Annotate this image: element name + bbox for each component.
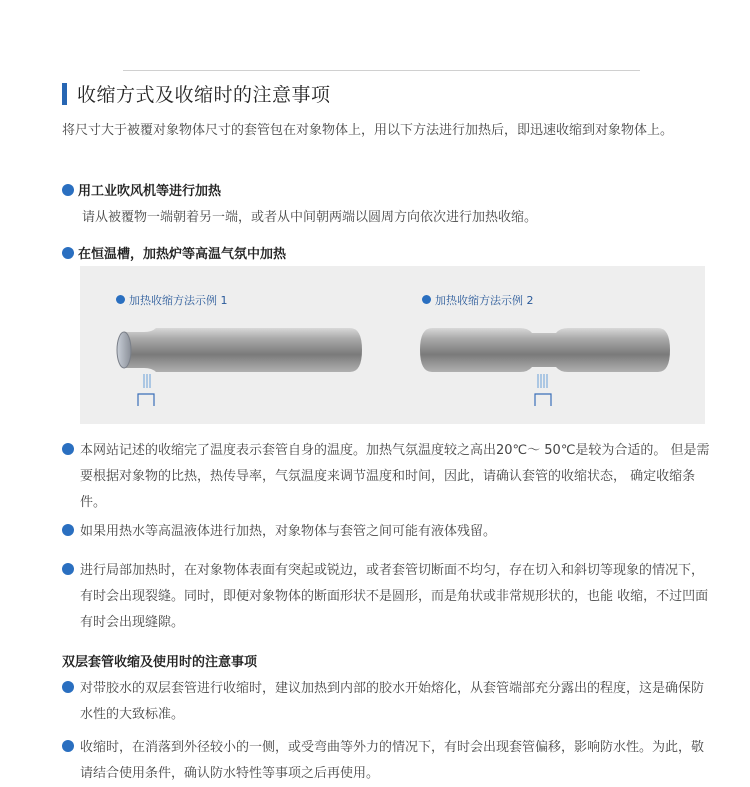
double-note-2 xyxy=(62,735,712,787)
note-3 xyxy=(62,558,712,636)
double-note-1-text: 对带胶水的双层套管进行收缩时，建议加热到内部的胶水开始熔化，从套管端部充分露出的程度，这是确保防水性的大致标准。 xyxy=(80,681,705,722)
method2-heading xyxy=(62,243,286,262)
double-note-2-text: 收缩时，在消落到外径较小的一侧，或受弯曲等外力的情况下，有时会出现套管偏移，影响防水性。为此，敬请结合使用条件，确认防水特性等事项之后再使用。 xyxy=(80,740,705,781)
note-1 xyxy=(62,438,712,516)
tube-example-2 xyxy=(420,328,670,406)
tube-example-1 xyxy=(117,328,362,406)
bullet-icon xyxy=(62,740,74,752)
bullet-icon xyxy=(62,681,74,693)
tube-illustrations xyxy=(80,266,705,424)
title-accent-bar xyxy=(62,83,67,105)
example2-label-text: 加热收缩方法示例 2 xyxy=(435,294,534,307)
double-layer-heading: 双层套管收缩及使用时的注意事项 xyxy=(62,655,258,670)
note-3-text: 进行局部加热时，在对象物体表面有突起或锐边，或者套管切断面不均匀，存在切入和斜切等现象的情况下，有时会出现裂缝。同时，即便对象物体的断面形状不是圆形，而是角状或非常规形状的，也能 收缩，不过凹面有时会出现缝隙。 xyxy=(80,563,709,630)
bullet-icon xyxy=(62,524,74,536)
method1-text: 请从被覆物一端朝着另一端，或者从中间朝两端以圆周方向依次进行加热收缩。 xyxy=(82,210,538,225)
method2-heading-text: 在恒温槽，加热炉等高温气氛中加热 xyxy=(78,247,287,262)
bullet-icon xyxy=(62,184,74,196)
section-title xyxy=(62,80,331,107)
page-title: 收缩方式及收缩时的注意事项 xyxy=(77,84,331,106)
method1-heading xyxy=(62,180,221,199)
intro-paragraph: 将尺寸大于被覆对象物体尺寸的套管包在对象物体上，用以下方法进行加热后，即迅速收缩到对象物体上。 xyxy=(62,123,674,138)
note-1-text: 本网站记述的收缩完了温度表示套管自身的温度。加热气氛温度较之高出20℃～ 50℃是较为合适的。 但是需要根据对象物的比热，热传导率，气氛温度来调节温度和时间，因此，请确认套管的收缩状态， 确定收缩条件。 xyxy=(80,443,710,510)
top-divider xyxy=(123,70,640,71)
example1-label-text: 加热收缩方法示例 1 xyxy=(129,294,228,307)
heating-diagram xyxy=(80,266,705,424)
bullet-icon xyxy=(62,247,74,259)
method1-heading-text: 用工业吹风机等进行加热 xyxy=(78,184,222,199)
double-note-1 xyxy=(62,676,712,728)
note-2 xyxy=(62,519,712,545)
note-2-text: 如果用热水等高温液体进行加热，对象物体与套管之间可能有液体残留。 xyxy=(80,524,497,539)
bullet-icon xyxy=(62,443,74,455)
bullet-icon xyxy=(62,563,74,575)
